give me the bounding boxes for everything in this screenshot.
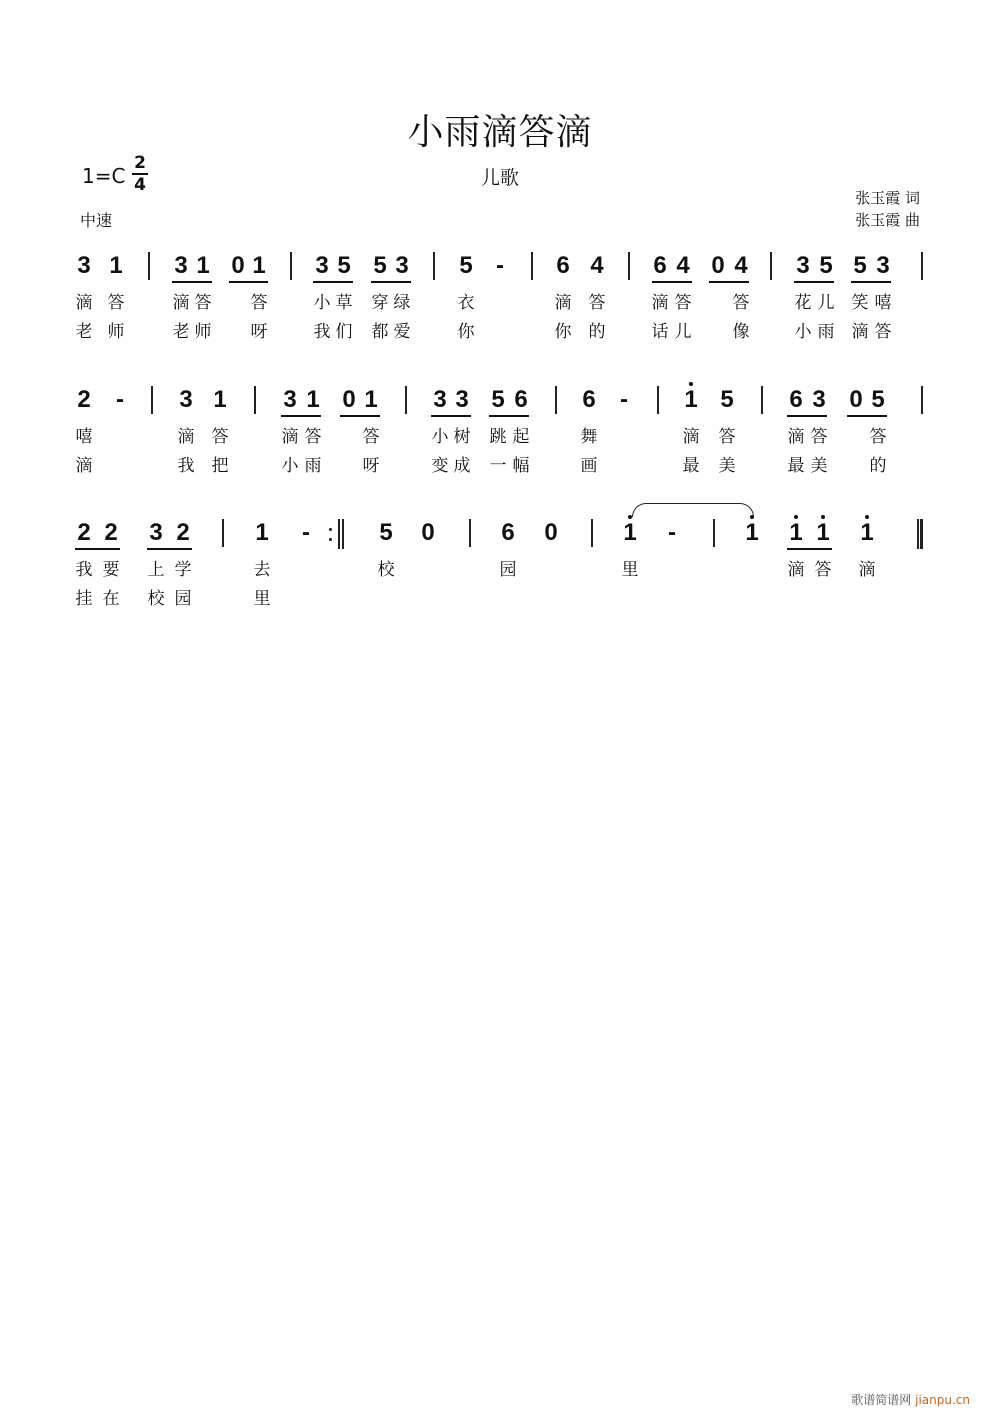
lyric-verse-2: 挂 xyxy=(75,589,93,609)
lyric-verse-1: 笑 xyxy=(851,293,869,313)
note: 1 xyxy=(785,519,807,547)
note: 5 xyxy=(337,252,351,279)
watermark-url: jianpu.cn xyxy=(915,1393,970,1407)
lyric-verse-1: 穿 xyxy=(371,293,389,313)
note: 5 xyxy=(373,252,387,279)
lyric-verse-2: 呀 xyxy=(362,456,380,476)
note: 5 xyxy=(720,386,734,413)
lyric-verse-2: 呀 xyxy=(250,322,268,342)
time-denominator: 4 xyxy=(134,175,146,195)
lyric-verse-2: 话 xyxy=(651,322,669,342)
note: 3 xyxy=(283,386,297,413)
lyric-verse-2: 都 xyxy=(371,322,389,342)
beam-underline xyxy=(229,281,268,283)
note: 5 xyxy=(491,386,505,413)
lyric-verse-2: 变 xyxy=(431,456,449,476)
note: 1 xyxy=(196,252,210,279)
note: 6 xyxy=(582,386,596,413)
barline xyxy=(222,519,224,547)
lyric-verse-2: 的 xyxy=(588,322,606,342)
high-octave-dot xyxy=(821,515,825,519)
lyric-verse-1: 答 xyxy=(194,293,212,313)
lyric-verse-2: 幅 xyxy=(512,456,530,476)
high-octave-dot xyxy=(794,515,798,519)
note: 3 xyxy=(77,252,91,279)
lyric-verse-1: 花 xyxy=(794,293,812,313)
song-genre: 儿歌 xyxy=(480,167,519,189)
lyric-verse-1: 答 xyxy=(362,427,380,447)
time-numerator: 2 xyxy=(134,153,146,173)
note: 5 xyxy=(871,386,885,413)
note: 6 xyxy=(501,519,515,546)
lyric-verse-1: 上 xyxy=(147,560,165,580)
composer-credit: 张玉霞 曲 xyxy=(855,211,920,229)
barline xyxy=(531,252,533,280)
barline xyxy=(657,386,659,414)
lyric-verse-1: 滴 xyxy=(651,293,669,313)
barline xyxy=(761,386,763,414)
lyric-verse-1: 去 xyxy=(253,560,271,580)
lyric-verse-1: 答 xyxy=(211,427,229,447)
note: 5 xyxy=(379,519,393,546)
barline xyxy=(405,386,407,414)
note: 4 xyxy=(676,252,690,279)
lyric-verse-2: 爱 xyxy=(393,322,411,342)
note: 6 xyxy=(556,252,570,279)
lyric-verse-1: 滴 xyxy=(177,427,195,447)
note: 0 xyxy=(421,519,435,546)
lyric-verse-1: 答 xyxy=(588,293,606,313)
lyric-verse-1: 答 xyxy=(674,293,692,313)
lyric-verse-2: 最 xyxy=(682,456,700,476)
note: 5 xyxy=(459,252,473,279)
note: 2 xyxy=(104,519,118,546)
barline xyxy=(254,386,256,414)
lyric-verse-1: 答 xyxy=(869,427,887,447)
lyric-verse-2: 一 xyxy=(489,456,507,476)
beam-underline xyxy=(313,281,353,283)
lyric-verse-2: 小 xyxy=(794,322,812,342)
lyric-verse-1: 学 xyxy=(174,560,192,580)
note: 0 xyxy=(711,252,725,279)
lyric-verse-2: 最 xyxy=(787,456,805,476)
note: 3 xyxy=(796,252,810,279)
final-barline xyxy=(917,519,923,549)
lyric-verse-2: 雨 xyxy=(817,322,835,342)
lyric-verse-2: 园 xyxy=(174,589,192,609)
note: 5 xyxy=(819,252,833,279)
lyric-verse-2: 师 xyxy=(107,322,125,342)
dash-extension: - xyxy=(668,519,676,546)
key-signature: 1=C xyxy=(82,164,126,188)
lyric-verse-2: 美 xyxy=(718,456,736,476)
song-title: 小雨滴答滴 xyxy=(407,112,593,153)
barline xyxy=(921,386,923,414)
lyric-verse-1: 小 xyxy=(313,293,331,313)
lyric-verse-1: 滴 xyxy=(682,427,700,447)
lyric-verse-2: 成 xyxy=(453,456,471,476)
note: 0 xyxy=(849,386,863,413)
lyric-verse-2: 画 xyxy=(580,456,598,476)
note: 3 xyxy=(395,252,409,279)
dash-extension: - xyxy=(116,386,124,413)
lyric-verse-2: 你 xyxy=(554,322,572,342)
lyric-verse-1: 答 xyxy=(107,293,125,313)
dash-extension: - xyxy=(496,252,504,279)
lyric-verse-1: 嘻 xyxy=(75,427,93,447)
watermark-cn: 歌谱简谱网 xyxy=(851,1393,912,1407)
note: 6 xyxy=(514,386,528,413)
barline xyxy=(591,519,593,547)
tie-arc xyxy=(632,503,754,517)
lyric-verse-2: 们 xyxy=(335,322,353,342)
lyric-verse-1: 我 xyxy=(75,560,93,580)
note: 3 xyxy=(315,252,329,279)
lyric-verse-1: 树 xyxy=(453,427,471,447)
note: 1 xyxy=(680,386,702,414)
note: 1 xyxy=(619,519,641,547)
note: 3 xyxy=(174,252,188,279)
lyric-verse-2: 里 xyxy=(253,589,271,609)
note: 1 xyxy=(109,252,123,279)
lyric-verse-1: 答 xyxy=(810,427,828,447)
repeat-end-barline xyxy=(338,519,344,549)
note: 3 xyxy=(812,386,826,413)
note: 4 xyxy=(590,252,604,279)
lyric-verse-1: 答 xyxy=(718,427,736,447)
barline xyxy=(921,252,923,280)
time-signature xyxy=(132,154,148,194)
note: 3 xyxy=(179,386,193,413)
note: 3 xyxy=(455,386,469,413)
lyric-verse-1: 滴 xyxy=(858,560,876,580)
lyric-verse-1: 草 xyxy=(335,293,353,313)
note: 0 xyxy=(231,252,245,279)
beam-underline xyxy=(709,281,749,283)
beam-underline xyxy=(431,415,471,417)
lyric-verse-2: 答 xyxy=(874,322,892,342)
lyricist-credit: 张玉霞 词 xyxy=(855,189,920,207)
high-octave-dot xyxy=(689,382,693,386)
lyric-verse-1: 滴 xyxy=(281,427,299,447)
lyric-verse-1: 滴 xyxy=(172,293,190,313)
lyric-verse-1: 滴 xyxy=(787,560,805,580)
beam-underline xyxy=(489,415,529,417)
lyric-verse-2: 把 xyxy=(211,456,229,476)
beam-underline xyxy=(75,548,120,550)
beam-underline xyxy=(371,281,411,283)
note: 1 xyxy=(364,386,378,413)
note: 1 xyxy=(255,519,269,546)
note: 1 xyxy=(306,386,320,413)
lyric-verse-2: 在 xyxy=(102,589,120,609)
note: 3 xyxy=(433,386,447,413)
barline xyxy=(469,519,471,547)
lyric-verse-1: 答 xyxy=(304,427,322,447)
barline xyxy=(713,519,715,547)
lyric-verse-1: 绿 xyxy=(393,293,411,313)
note: 4 xyxy=(734,252,748,279)
lyric-verse-2: 像 xyxy=(732,322,750,342)
lyric-verse-2: 校 xyxy=(147,589,165,609)
lyric-verse-2: 雨 xyxy=(304,456,322,476)
lyric-verse-2: 滴 xyxy=(851,322,869,342)
note: 5 xyxy=(853,252,867,279)
note: 6 xyxy=(653,252,667,279)
barline xyxy=(628,252,630,280)
barline xyxy=(770,252,772,280)
note: 2 xyxy=(77,386,91,413)
lyric-verse-1: 滴 xyxy=(554,293,572,313)
beam-underline xyxy=(340,415,380,417)
lyric-verse-1: 嘻 xyxy=(874,293,892,313)
note: 0 xyxy=(342,386,356,413)
lyric-verse-1: 舞 xyxy=(580,427,598,447)
lyric-verse-2: 小 xyxy=(281,456,299,476)
lyric-verse-1: 儿 xyxy=(817,293,835,313)
lyric-verse-1: 答 xyxy=(250,293,268,313)
lyric-verse-2: 美 xyxy=(810,456,828,476)
note: 0 xyxy=(544,519,558,546)
note: 1 xyxy=(213,386,227,413)
lyric-verse-2: 我 xyxy=(177,456,195,476)
lyric-verse-2: 师 xyxy=(194,322,212,342)
note: 6 xyxy=(789,386,803,413)
beam-underline xyxy=(794,281,834,283)
lyric-verse-1: 起 xyxy=(512,427,530,447)
barline xyxy=(555,386,557,414)
note: 2 xyxy=(77,519,91,546)
note: 1 xyxy=(741,519,763,547)
lyric-verse-1: 小 xyxy=(431,427,449,447)
lyric-verse-1: 要 xyxy=(102,560,120,580)
lyric-verse-1: 答 xyxy=(732,293,750,313)
lyric-verse-2: 儿 xyxy=(674,322,692,342)
beam-underline xyxy=(652,281,692,283)
lyric-verse-1: 滴 xyxy=(787,427,805,447)
barline xyxy=(290,252,292,280)
beam-underline xyxy=(281,415,321,417)
lyric-verse-2: 的 xyxy=(869,456,887,476)
note: 1 xyxy=(252,252,266,279)
lyric-verse-2: 老 xyxy=(75,322,93,342)
lyric-verse-2: 我 xyxy=(313,322,331,342)
note: 2 xyxy=(176,519,190,546)
high-octave-dot xyxy=(865,515,869,519)
lyric-verse-1: 园 xyxy=(499,560,517,580)
tempo-marking: 中速 xyxy=(80,211,113,230)
note: 3 xyxy=(876,252,890,279)
barline xyxy=(433,252,435,280)
beam-underline xyxy=(172,281,212,283)
dash-extension: - xyxy=(620,386,628,413)
barline xyxy=(151,386,153,414)
dash-extension: - xyxy=(302,519,310,546)
lyric-verse-1: 滴 xyxy=(75,293,93,313)
lyric-verse-1: 衣 xyxy=(457,293,475,313)
note: 1 xyxy=(812,519,834,547)
lyric-verse-2: 滴 xyxy=(75,456,93,476)
lyric-verse-2: 你 xyxy=(457,322,475,342)
repeat-dots xyxy=(329,521,332,548)
barline xyxy=(148,252,150,280)
note: 3 xyxy=(149,519,163,546)
lyric-verse-1: 校 xyxy=(377,560,395,580)
lyric-verse-1: 跳 xyxy=(489,427,507,447)
note: 1 xyxy=(856,519,878,547)
beam-underline xyxy=(851,281,891,283)
lyric-verse-1: 答 xyxy=(814,560,832,580)
beam-underline xyxy=(847,415,887,417)
lyric-verse-2: 老 xyxy=(172,322,190,342)
beam-underline xyxy=(787,548,832,550)
beam-underline xyxy=(787,415,827,417)
lyric-verse-1: 里 xyxy=(621,560,639,580)
beam-underline xyxy=(147,548,192,550)
watermark xyxy=(851,1391,970,1408)
